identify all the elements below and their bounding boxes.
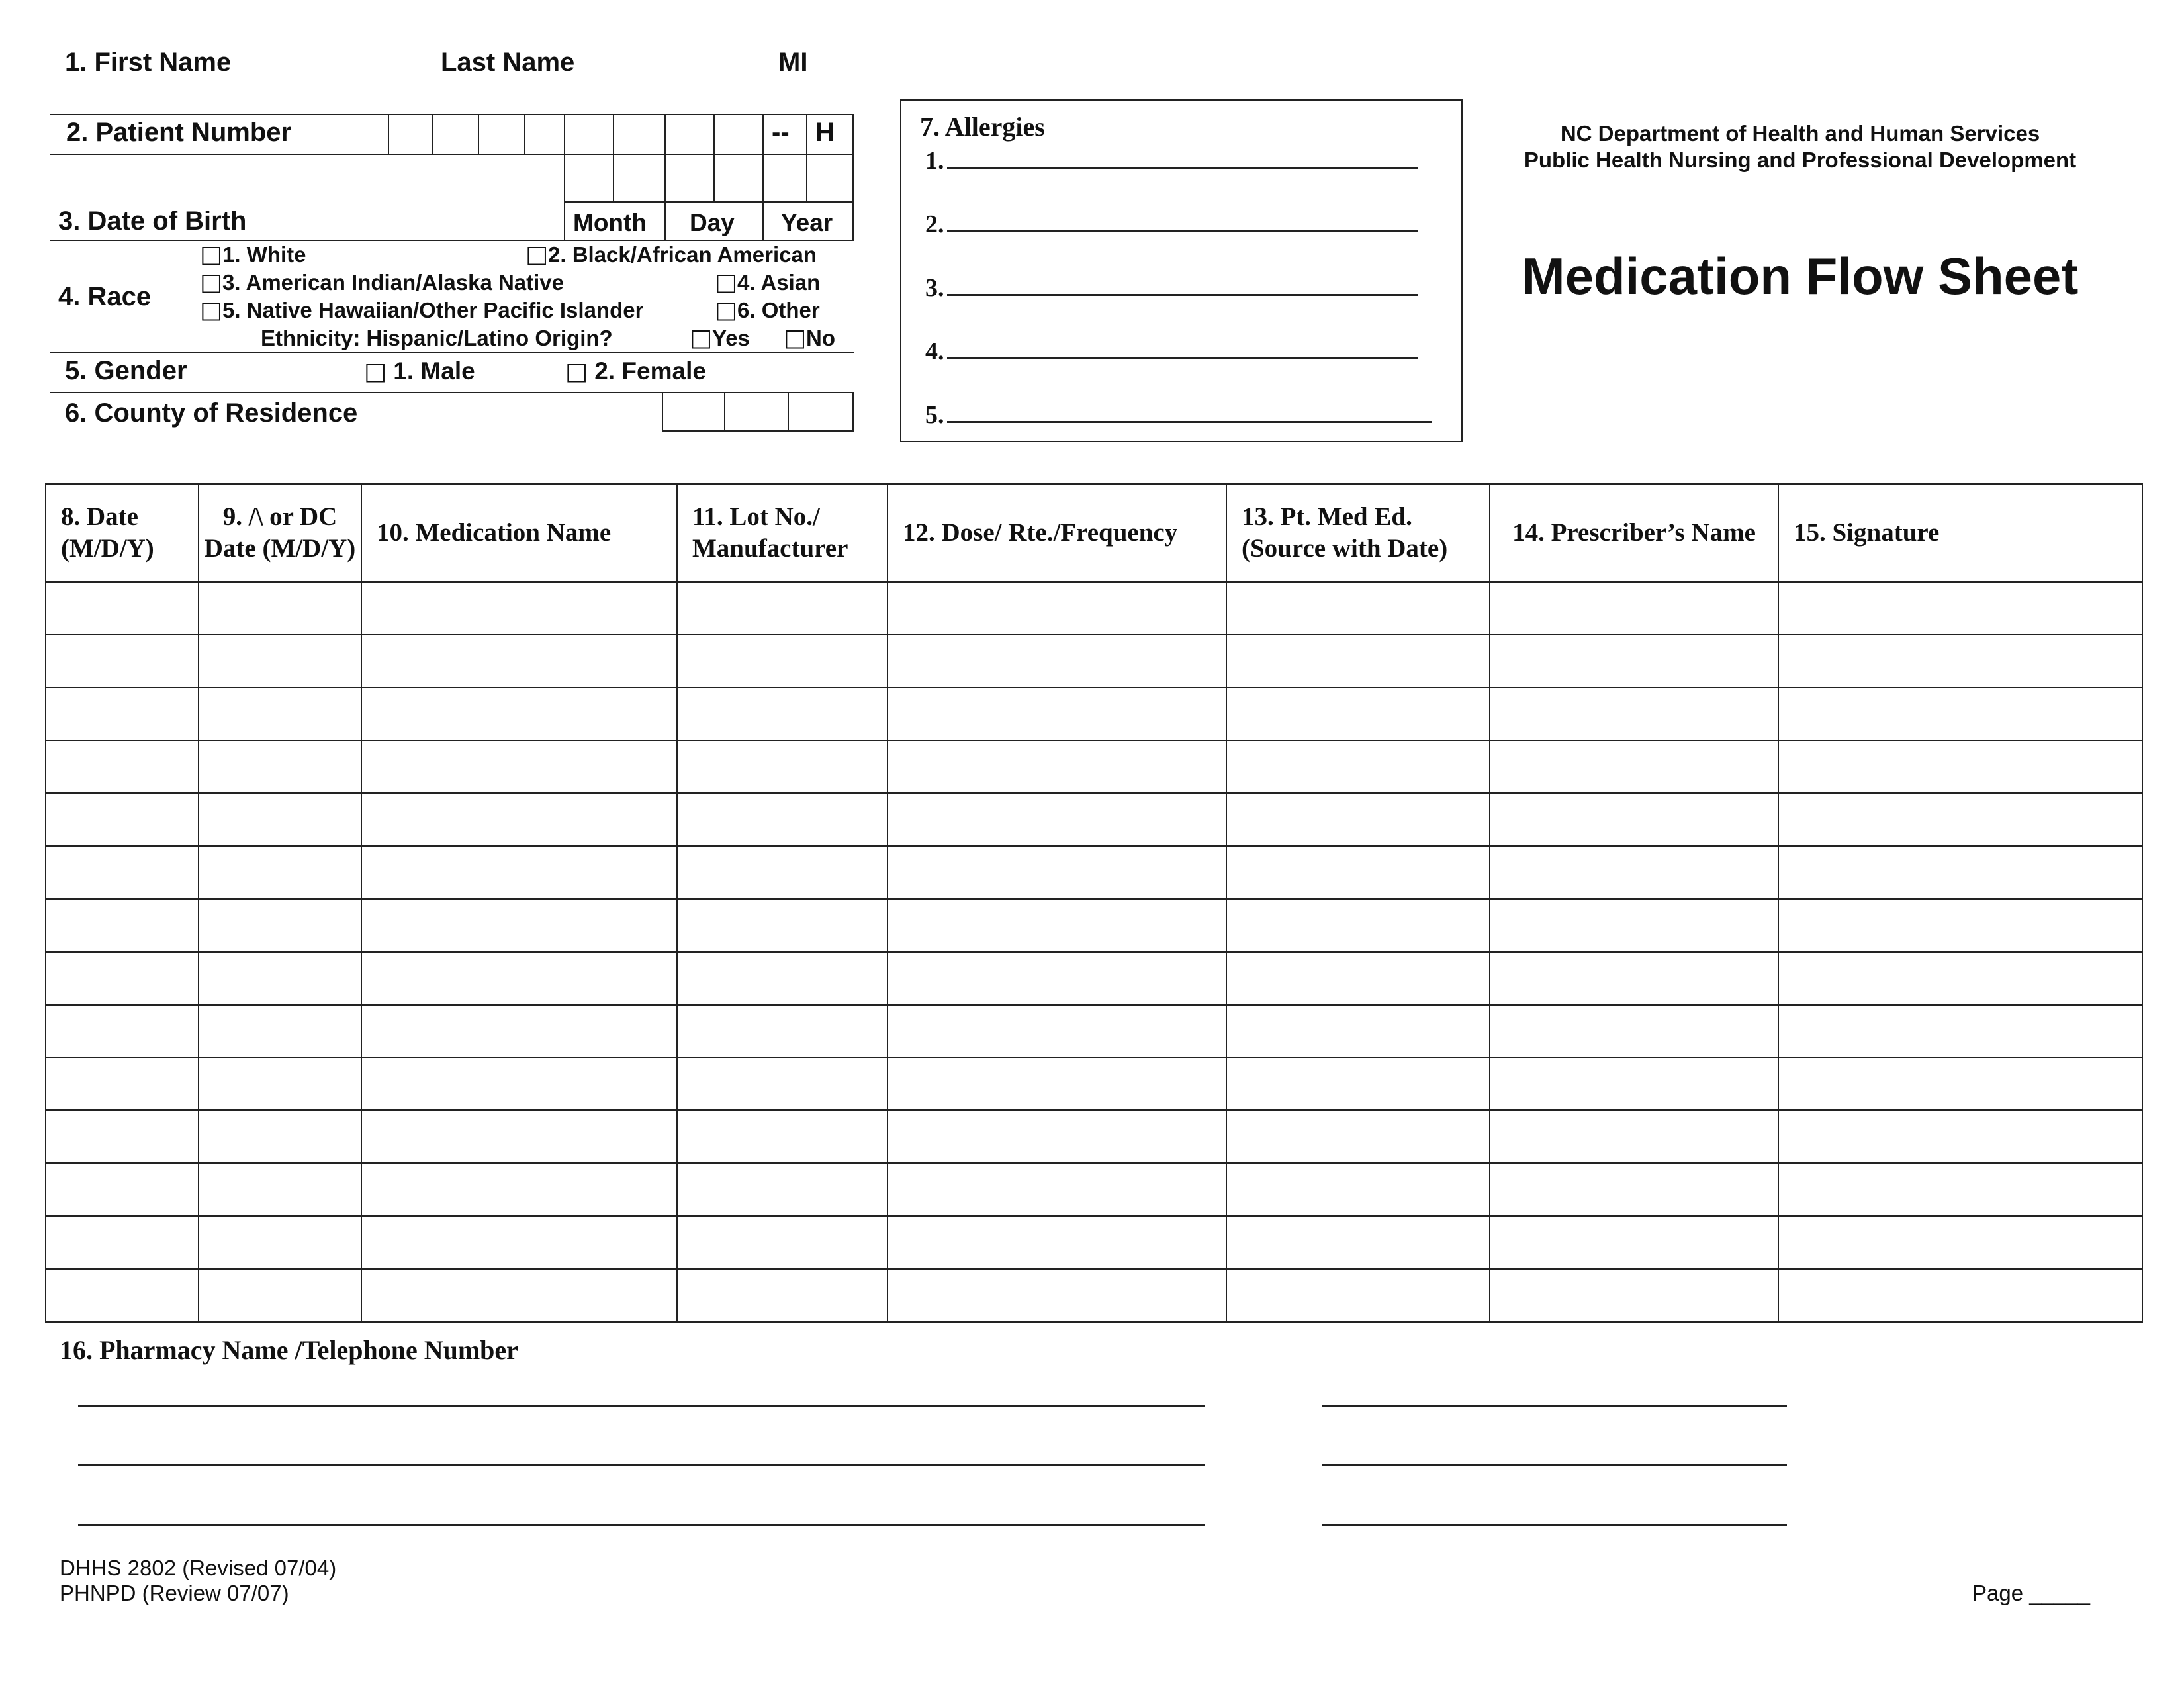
table-cell[interactable] <box>677 1005 887 1058</box>
table-cell[interactable] <box>1778 846 2142 899</box>
dob-label: 3. Date of Birth <box>58 207 247 236</box>
table-cell[interactable] <box>199 582 361 635</box>
gender-label: 5. Gender <box>65 356 187 385</box>
table-cell[interactable] <box>361 952 677 1005</box>
table-cell[interactable] <box>1490 688 1778 741</box>
table-cell[interactable] <box>1490 1216 1778 1269</box>
table-cell[interactable] <box>1490 741 1778 794</box>
day-label: Day <box>690 209 735 236</box>
table-cell[interactable] <box>361 793 677 846</box>
table-cell[interactable] <box>46 582 199 635</box>
col-header-dose: 12. Dose/ Rte./Frequency <box>887 484 1226 582</box>
table-cell[interactable] <box>677 635 887 688</box>
rule <box>50 114 854 115</box>
table-row <box>46 899 2142 952</box>
rule <box>50 392 854 393</box>
table-row <box>46 846 2142 899</box>
table-cell[interactable] <box>1226 952 1490 1005</box>
table-cell[interactable] <box>1778 952 2142 1005</box>
month-label: Month <box>573 209 647 236</box>
table-cell[interactable] <box>361 846 677 899</box>
table-cell[interactable] <box>199 1216 361 1269</box>
table-cell[interactable] <box>1490 1269 1778 1322</box>
table-row <box>46 1005 2142 1058</box>
page-number: Page _____ <box>1972 1581 2091 1605</box>
ethnicity-no[interactable]: □No <box>784 324 836 352</box>
race-option-white[interactable]: □1. White <box>200 241 306 268</box>
table-cell[interactable] <box>1778 1005 2142 1058</box>
table-cell[interactable] <box>1778 1058 2142 1111</box>
table-cell[interactable] <box>1490 1058 1778 1111</box>
ethnicity-yes[interactable]: □Yes <box>690 324 750 352</box>
checkbox-icon[interactable]: □ <box>715 269 738 296</box>
table-row <box>46 1163 2142 1216</box>
table-row <box>46 1216 2142 1269</box>
race-option-american-indian[interactable]: □3. American Indian/Alaska Native <box>200 269 565 296</box>
table-cell[interactable] <box>1778 741 2142 794</box>
table-cell[interactable] <box>361 582 677 635</box>
table-cell[interactable] <box>199 899 361 952</box>
table-cell[interactable] <box>199 635 361 688</box>
table-cell[interactable] <box>46 1269 199 1322</box>
table-cell[interactable] <box>1226 741 1490 794</box>
table-cell[interactable] <box>199 1163 361 1216</box>
table-cell[interactable] <box>887 952 1226 1005</box>
col-header-dc-date: 9. /\ or DC Date (M/D/Y) <box>199 484 361 582</box>
ethnicity-label: Ethnicity: Hispanic/Latino Origin? <box>261 326 613 350</box>
table-cell[interactable] <box>1226 1110 1490 1163</box>
checkbox-icon[interactable]: □ <box>200 269 223 296</box>
h-label: H <box>815 118 835 147</box>
table-cell[interactable] <box>887 846 1226 899</box>
table-cell[interactable] <box>361 1110 677 1163</box>
table-row <box>46 582 2142 635</box>
table-cell[interactable] <box>677 1163 887 1216</box>
table-cell[interactable] <box>1778 1163 2142 1216</box>
table-cell[interactable] <box>1490 635 1778 688</box>
table-cell[interactable] <box>887 793 1226 846</box>
table-cell[interactable] <box>361 741 677 794</box>
race-option-native-hawaiian[interactable]: □5. Native Hawaiian/Other Pacific Islander <box>200 297 644 324</box>
table-cell[interactable] <box>677 688 887 741</box>
table-cell[interactable] <box>677 582 887 635</box>
table-cell[interactable] <box>887 688 1226 741</box>
table-cell[interactable] <box>887 899 1226 952</box>
table-cell[interactable] <box>677 952 887 1005</box>
table-cell[interactable] <box>46 688 199 741</box>
table-cell[interactable] <box>199 1005 361 1058</box>
table-cell[interactable] <box>1490 1163 1778 1216</box>
table-cell[interactable] <box>1778 1110 2142 1163</box>
patient-number-label: 2. Patient Number <box>66 118 292 147</box>
table-cell[interactable] <box>1778 899 2142 952</box>
table-cell[interactable] <box>677 1269 887 1322</box>
table-cell[interactable] <box>46 1005 199 1058</box>
table-cell[interactable] <box>199 688 361 741</box>
table-cell[interactable] <box>46 846 199 899</box>
table-cell[interactable] <box>887 741 1226 794</box>
table-cell[interactable] <box>887 1110 1226 1163</box>
table-row <box>46 1058 2142 1111</box>
table-cell[interactable] <box>887 1216 1226 1269</box>
col-header-medication-name: 10. Medication Name <box>361 484 677 582</box>
table-cell[interactable] <box>1226 793 1490 846</box>
table-cell[interactable] <box>1490 793 1778 846</box>
table-cell[interactable] <box>46 952 199 1005</box>
table-cell[interactable] <box>46 1216 199 1269</box>
gender-male[interactable]: □ 1. Male <box>364 357 475 385</box>
table-cell[interactable] <box>1226 1005 1490 1058</box>
first-name-label: 1. First Name <box>65 48 232 77</box>
checkbox-icon[interactable]: □ <box>715 297 738 324</box>
checkbox-icon[interactable]: □ <box>525 241 549 268</box>
form-number: DHHS 2802 (Revised 07/04) PHNPD (Review 07/07) <box>60 1556 337 1605</box>
table-cell[interactable] <box>361 899 677 952</box>
col-header-prescriber: 14. Prescriber’s Name <box>1490 484 1778 582</box>
table-cell[interactable] <box>677 899 887 952</box>
table-cell[interactable] <box>361 688 677 741</box>
col-header-pt-med-ed: 13. Pt. Med Ed. (Source with Date) <box>1226 484 1490 582</box>
table-row <box>46 1110 2142 1163</box>
year-label: Year <box>781 209 833 236</box>
allergy-line-5[interactable]: 5. <box>925 399 1432 430</box>
table-cell[interactable] <box>1778 688 2142 741</box>
table-cell[interactable] <box>1778 1269 2142 1322</box>
table-row <box>46 688 2142 741</box>
table-cell[interactable] <box>199 793 361 846</box>
allergy-line-3[interactable]: 3. <box>925 271 1418 303</box>
table-cell[interactable] <box>199 952 361 1005</box>
table-cell[interactable] <box>361 1058 677 1111</box>
table-cell[interactable] <box>887 1005 1226 1058</box>
table-cell[interactable] <box>677 1216 887 1269</box>
page-title: Medication Flow Sheet <box>1522 247 2079 305</box>
pharmacy-label: 16. Pharmacy Name /Telephone Number <box>60 1335 518 1365</box>
table-cell[interactable] <box>46 741 199 794</box>
checkbox-icon[interactable]: □ <box>784 324 807 352</box>
table-cell[interactable] <box>46 635 199 688</box>
table-cell[interactable] <box>1490 582 1778 635</box>
table-cell[interactable] <box>1778 793 2142 846</box>
table-cell[interactable] <box>887 582 1226 635</box>
checkbox-icon[interactable]: □ <box>364 358 387 385</box>
checkbox-icon[interactable]: □ <box>200 297 223 324</box>
table-header-row <box>46 484 2142 582</box>
table-row <box>46 741 2142 794</box>
race-option-other[interactable]: □6. Other <box>715 297 820 324</box>
table-cell[interactable] <box>1778 582 2142 635</box>
table-cell[interactable] <box>46 899 199 952</box>
table-cell[interactable] <box>677 793 887 846</box>
rule <box>50 352 854 353</box>
allergy-line-4[interactable]: 4. <box>925 335 1418 366</box>
table-cell[interactable] <box>887 635 1226 688</box>
county-label: 6. County of Residence <box>65 399 358 428</box>
table-cell[interactable] <box>1490 1110 1778 1163</box>
allergy-line-2[interactable]: 2. <box>925 208 1418 239</box>
table-cell[interactable] <box>887 1269 1226 1322</box>
table-row <box>46 1269 2142 1322</box>
table-cell[interactable] <box>677 1110 887 1163</box>
allergies-title: 7. Allergies <box>920 112 1045 142</box>
checkbox-icon[interactable]: □ <box>690 324 713 352</box>
table-cell[interactable] <box>46 1163 199 1216</box>
table-cell[interactable] <box>46 1110 199 1163</box>
col-header-date: 8. Date (M/D/Y) <box>46 484 199 582</box>
gender-female[interactable]: □ 2. Female <box>565 357 706 385</box>
table-cell[interactable] <box>1226 688 1490 741</box>
checkbox-icon[interactable]: □ <box>200 241 223 268</box>
table-cell[interactable] <box>1226 899 1490 952</box>
table-cell[interactable] <box>199 1110 361 1163</box>
table-cell[interactable] <box>1778 635 2142 688</box>
race-label: 4. Race <box>58 282 152 311</box>
table-cell[interactable] <box>199 846 361 899</box>
table-cell[interactable] <box>1226 846 1490 899</box>
table-cell[interactable] <box>677 846 887 899</box>
table-cell[interactable] <box>1490 952 1778 1005</box>
table-cell[interactable] <box>1490 846 1778 899</box>
col-header-signature: 15. Signature <box>1778 484 2142 582</box>
table-cell[interactable] <box>361 1005 677 1058</box>
table-cell[interactable] <box>1226 1163 1490 1216</box>
table-cell[interactable] <box>1226 1058 1490 1111</box>
mi-label: MI <box>778 48 808 77</box>
table-cell[interactable] <box>361 635 677 688</box>
checkbox-icon[interactable]: □ <box>565 358 588 385</box>
rule <box>50 154 854 155</box>
table-cell[interactable] <box>887 1058 1226 1111</box>
table-row <box>46 635 2142 688</box>
table-cell[interactable] <box>887 1163 1226 1216</box>
table-cell[interactable] <box>199 1058 361 1111</box>
race-option-asian[interactable]: □4. Asian <box>715 269 821 296</box>
last-name-label: Last Name <box>441 48 575 77</box>
table-cell[interactable] <box>1226 635 1490 688</box>
dash-label: -- <box>772 118 790 147</box>
table-cell[interactable] <box>1490 899 1778 952</box>
table-cell[interactable] <box>361 1269 677 1322</box>
table-row <box>46 793 2142 846</box>
table-cell[interactable] <box>361 1163 677 1216</box>
table-cell[interactable] <box>1226 1269 1490 1322</box>
table-cell[interactable] <box>677 741 887 794</box>
medication-table <box>45 483 2143 1323</box>
race-option-black[interactable]: □2. Black/African American <box>525 241 817 268</box>
table-cell[interactable] <box>199 1269 361 1322</box>
table-cell[interactable] <box>46 1058 199 1111</box>
table-row <box>46 952 2142 1005</box>
col-header-lot-manufacturer: 11. Lot No./ Manufacturer <box>677 484 887 582</box>
agency-name: NC Department of Health and Human Services Public Health Nursing and Professional Development <box>1524 121 2077 172</box>
table-cell[interactable] <box>677 1058 887 1111</box>
table-cell[interactable] <box>1778 1216 2142 1269</box>
allergy-line-1[interactable]: 1. <box>925 144 1418 175</box>
table-cell[interactable] <box>46 793 199 846</box>
table-cell[interactable] <box>1490 1005 1778 1058</box>
table-cell[interactable] <box>199 741 361 794</box>
table-cell[interactable] <box>1226 582 1490 635</box>
table-cell[interactable] <box>361 1216 677 1269</box>
table-cell[interactable] <box>1226 1216 1490 1269</box>
